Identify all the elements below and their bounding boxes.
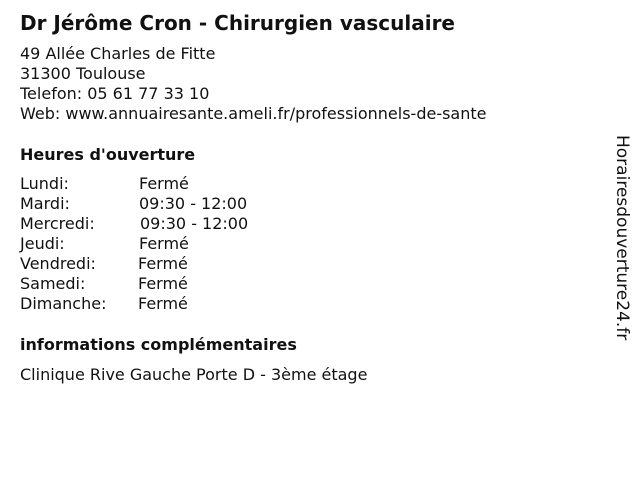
- hours-value: Fermé: [138, 274, 188, 293]
- hours-value: 09:30 - 12:00: [139, 194, 248, 213]
- street-address: 49 Allée Charles de Fitte: [20, 44, 216, 63]
- info-text: Clinique Rive Gauche Porte D - 3ème étage: [20, 365, 368, 384]
- hours-value: Fermé: [139, 234, 189, 253]
- day-label: Lundi:: [20, 174, 69, 193]
- page-title: Dr Jérôme Cron - Chirurgien vasculaire: [20, 11, 455, 35]
- day-label: Mercredi:: [20, 214, 95, 233]
- hours-heading: Heures d'ouverture: [20, 145, 196, 164]
- info-heading: informations complémentaires: [20, 335, 297, 354]
- site-watermark: Horairesdouverture24.fr: [612, 135, 632, 341]
- hours-value: Fermé: [138, 294, 188, 313]
- hours-value: 09:30 - 12:00: [140, 214, 249, 233]
- website: Web: www.annuairesante.ameli.fr/professionnels-de-sante: [20, 104, 487, 123]
- day-label: Samedi:: [20, 274, 86, 293]
- day-label: Vendredi:: [20, 254, 96, 273]
- phone-number: Telefon: 05 61 77 33 10: [20, 84, 210, 103]
- hours-value: Fermé: [138, 254, 188, 273]
- day-label: Dimanche:: [20, 294, 107, 313]
- hours-value: Fermé: [139, 174, 189, 193]
- address-block: [20, 44, 486, 124]
- day-label: Jeudi:: [20, 234, 65, 253]
- city-postcode: 31300 Toulouse: [20, 64, 146, 83]
- day-label: Mardi:: [20, 194, 70, 213]
